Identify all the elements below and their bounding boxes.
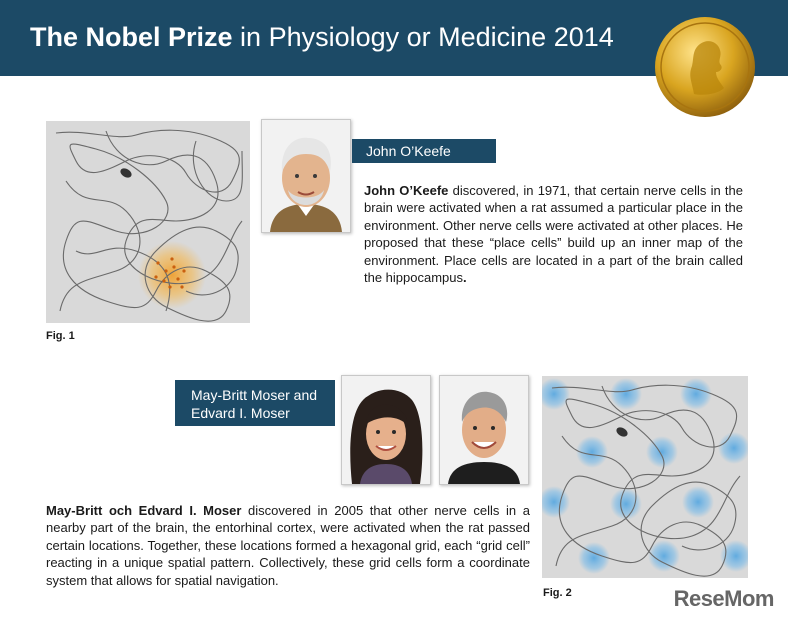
title-bold: The Nobel Prize	[30, 22, 233, 52]
okeefe-description	[364, 182, 743, 286]
okeefe-name-bold: John O’Keefe	[364, 183, 449, 198]
grid-cell-figure	[542, 376, 748, 578]
moser-name-tag	[175, 380, 335, 426]
place-cell-figure	[46, 121, 250, 323]
may-britt-moser-photo	[341, 375, 431, 485]
okeefe-text: discovered, in 1971, that certain nerve cells in the brain were activated when a rat assumed a particular place in the environment. Other nerve cells were activated at other places. He proposed that these “place cells” build up an inner map of the environment. Place cells are located in a part of the brain called the hippocampus	[364, 183, 744, 286]
okeefe-period: .	[463, 270, 467, 286]
okeefe-name-tag	[352, 139, 496, 163]
moser-name-bold: May-Britt och Edvard I. Moser	[46, 503, 242, 518]
fig2-label: Fig. 2	[543, 587, 572, 599]
okeefe-name-tag-text: John O’Keefe	[366, 143, 451, 159]
moser-description	[46, 502, 530, 589]
page-title	[30, 22, 614, 53]
edvard-moser-photo	[439, 375, 529, 485]
moser-text: discovered in 2005 that other nerve cells in a nearby part of the brain, the entorhinal cortex, were activated when the rat passed certain locations. Together, these locations formed a hexagonal grid, each “grid cell” reacting in a unique spatial pattern. Collectively, these grid cells form a coordinate system that allows for spatial navigation.	[46, 503, 530, 588]
moser-name-tag-line2: Edvard I. Moser	[191, 405, 290, 421]
okeefe-photo	[261, 119, 351, 233]
moser-name-tag-line1: May-Britt Moser and	[191, 387, 318, 403]
resemom-logo: ReseMom	[673, 586, 774, 611]
title-rest: in Physiology or Medicine 2014	[232, 22, 614, 52]
place-field	[138, 241, 206, 309]
nobel-medal-icon	[654, 16, 756, 118]
fig1-label: Fig. 1	[46, 330, 75, 342]
